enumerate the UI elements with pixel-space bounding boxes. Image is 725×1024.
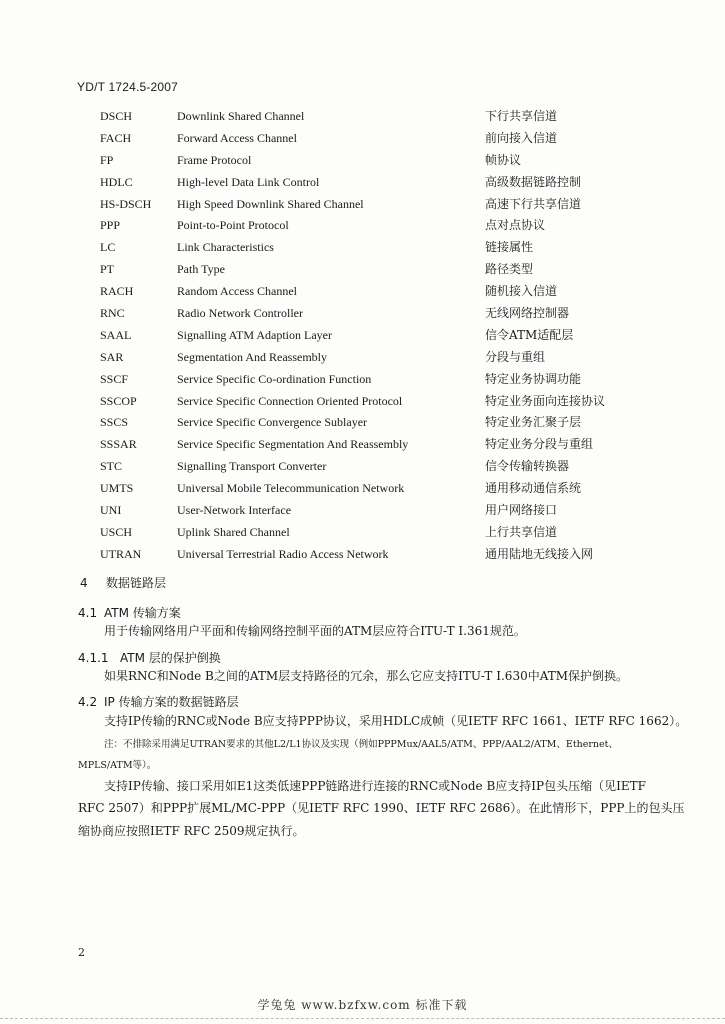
abbreviation-row <box>100 281 640 303</box>
abbreviation-en: Service Specific Co-ordination Function <box>177 371 372 386</box>
abbreviation-en: Segmentation And Reassembly <box>177 349 327 364</box>
abbreviation-row <box>100 106 640 128</box>
abbreviation-row <box>100 391 640 413</box>
abbreviation-code: SSSAR <box>100 437 137 452</box>
abbreviation-cn: 通用移动通信系统 <box>485 481 582 496</box>
abbreviation-code: FP <box>100 152 114 167</box>
abbreviation-code: SSCS <box>100 415 129 430</box>
abbreviation-code: PPP <box>100 218 121 233</box>
abbreviation-row <box>100 412 640 434</box>
abbreviation-en: Random Access Channel <box>177 284 297 299</box>
abbreviation-code: PT <box>100 262 115 277</box>
note-line-1: 注：不排除采用满足UTRAN要求的其他L2/L1协议及实现（例如PPPMux/AAL5/ATM、PPP/AAL2/ATM、Ethernet、 <box>104 739 618 750</box>
abbreviation-en: Path Type <box>177 262 225 277</box>
page-number: 2 <box>78 946 85 959</box>
abbreviation-code: UMTS <box>100 481 134 496</box>
section-4-1-heading <box>78 604 181 621</box>
section-4-1-1-body: 如果RNC和Node B之间的ATM层支持路径的冗余，那么它应支持ITU-T I.630中ATM保护倒换。 <box>104 669 629 683</box>
abbreviation-cn: 高速下行共享信道 <box>485 196 582 211</box>
abbreviation-row <box>100 369 640 391</box>
abbreviation-row <box>100 259 640 281</box>
abbreviation-row <box>100 347 640 369</box>
abbreviation-code: HDLC <box>100 174 133 189</box>
abbreviation-cn: 点对点协议 <box>485 218 546 233</box>
abbreviation-en: Radio Network Controller <box>177 306 303 321</box>
abbreviation-cn: 特定业务汇聚子层 <box>485 415 582 430</box>
abbreviation-list <box>100 106 640 566</box>
section-title: ATM 传输方案 <box>104 606 181 620</box>
section-4-2-body-2-line-2: RFC 2507）和PPP扩展ML/MC-PPP（见IETF RFC 1990、IETF RFC 2686）。在此情形下，PPP上的包头压 <box>78 801 685 815</box>
abbreviation-cn: 随机接入信道 <box>485 284 558 299</box>
abbreviation-en: User-Network Interface <box>177 503 292 518</box>
section-number: 4.1 <box>78 606 98 620</box>
abbreviation-en: Service Specific Segmentation And Reassembly <box>177 437 409 452</box>
abbreviation-row <box>100 128 640 150</box>
abbreviation-cn: 无线网络控制器 <box>485 306 570 321</box>
abbreviation-row <box>100 172 640 194</box>
abbreviation-cn: 用户网络接口 <box>485 503 558 518</box>
abbreviation-cn: 高级数据链路控制 <box>485 174 582 189</box>
abbreviation-row <box>100 215 640 237</box>
note-line-2: MPLS/ATM等）。 <box>78 760 157 771</box>
abbreviation-code: UNI <box>100 503 122 518</box>
section-number: 4.1.1 <box>78 651 109 665</box>
abbreviation-en: Frame Protocol <box>177 152 252 167</box>
abbreviation-code: UTRAN <box>100 546 142 561</box>
abbreviation-en: Point-to-Point Protocol <box>177 218 289 233</box>
abbreviation-cn: 特定业务分段与重组 <box>485 437 594 452</box>
abbreviation-row <box>100 150 640 172</box>
abbreviation-cn: 前向接入信道 <box>485 130 558 145</box>
abbreviation-code: SSCOP <box>100 393 137 408</box>
abbreviation-en: Service Specific Convergence Sublayer <box>177 415 368 430</box>
footer-divider <box>0 1018 725 1019</box>
section-4-2-body-2-line-3: 缩协商应按照IETF RFC 2509规定执行。 <box>78 824 305 838</box>
abbreviation-row <box>100 194 640 216</box>
abbreviation-cn: 特定业务面向连接协议 <box>485 393 606 408</box>
abbreviation-cn: 信令传输转换器 <box>485 459 570 474</box>
abbreviation-code: DSCH <box>100 109 133 123</box>
abbreviation-code: SAAL <box>100 327 132 342</box>
watermark-text: 学兔兔 www.bzfxw.com 标准下载 <box>257 998 468 1012</box>
abbreviation-cn: 信令ATM适配层 <box>485 327 574 342</box>
abbreviation-en: Uplink Shared Channel <box>177 524 290 539</box>
section-number: 4 <box>80 576 88 590</box>
abbreviation-code: USCH <box>100 524 133 539</box>
abbreviation-cn: 帧协议 <box>485 152 522 167</box>
section-title: 数据链路层 <box>106 576 167 590</box>
abbreviation-en: Link Characteristics <box>177 240 274 255</box>
abbreviation-en: Universal Terrestrial Radio Access Network <box>177 546 389 561</box>
abbreviation-row <box>100 434 640 456</box>
section-4-1-body: 用于传输网络用户平面和传输网络控制平面的ATM层应符合ITU-T I.361规范。 <box>104 624 526 638</box>
abbreviation-en: High-level Data Link Control <box>177 174 320 189</box>
abbreviation-code: FACH <box>100 130 132 145</box>
section-title: ATM 层的保护倒换 <box>120 651 221 665</box>
section-title: IP 传输方案的数据链路层 <box>104 695 239 709</box>
abbreviation-en: Service Specific Connection Oriented Protocol <box>177 393 403 408</box>
abbreviation-en: Signalling ATM Adaption Layer <box>177 327 332 342</box>
abbreviation-row <box>100 500 640 522</box>
abbreviation-code: RNC <box>100 306 125 321</box>
abbreviation-en: Signalling Transport Converter <box>177 459 327 474</box>
abbreviation-code: STC <box>100 459 123 474</box>
abbreviation-row <box>100 325 640 347</box>
abbreviation-cn: 下行共享信道 <box>485 109 558 123</box>
abbreviation-en: Downlink Shared Channel <box>177 109 305 123</box>
abbreviation-code: LC <box>100 240 116 255</box>
section-4-1-1-heading <box>78 649 221 666</box>
abbreviation-cn: 通用陆地无线接入网 <box>485 546 594 561</box>
abbreviation-row <box>100 237 640 259</box>
abbreviation-row <box>100 522 640 544</box>
abbreviation-cn: 特定业务协调功能 <box>485 371 582 386</box>
abbreviation-cn: 上行共享信道 <box>485 524 558 539</box>
section-4-heading <box>80 574 166 591</box>
abbreviation-row <box>100 303 640 325</box>
section-4-2-body-2-line-1: 支持IP传输、接口采用如E1这类低速PPP链路进行连接的RNC或Node B应支持IP包头压缩（见IETF <box>104 779 646 793</box>
abbreviation-code: SSCF <box>100 371 129 386</box>
abbreviation-cn: 链接属性 <box>485 240 534 255</box>
document-id-header: YD/T 1724.5-2007 <box>77 80 179 94</box>
abbreviation-en: Universal Mobile Telecommunication Network <box>177 481 405 496</box>
abbreviation-row <box>100 456 640 478</box>
abbreviation-row <box>100 478 640 500</box>
abbreviation-code: RACH <box>100 284 134 299</box>
section-4-2-body-1: 支持IP传输的RNC或Node B应支持PPP协议，采用HDLC成帧（见IETF RFC 1661、IETF RFC 1662）。 <box>104 714 688 728</box>
abbreviation-en: Forward Access Channel <box>177 130 297 145</box>
abbreviation-cn: 路径类型 <box>485 262 534 277</box>
abbreviation-cn: 分段与重组 <box>485 349 546 364</box>
abbreviation-en: High Speed Downlink Shared Channel <box>177 196 364 211</box>
abbreviation-row <box>100 544 640 566</box>
abbreviation-code: HS-DSCH <box>100 196 152 211</box>
abbreviation-code: SAR <box>100 349 124 364</box>
section-number: 4.2 <box>78 695 98 709</box>
section-4-2-heading <box>78 693 239 710</box>
